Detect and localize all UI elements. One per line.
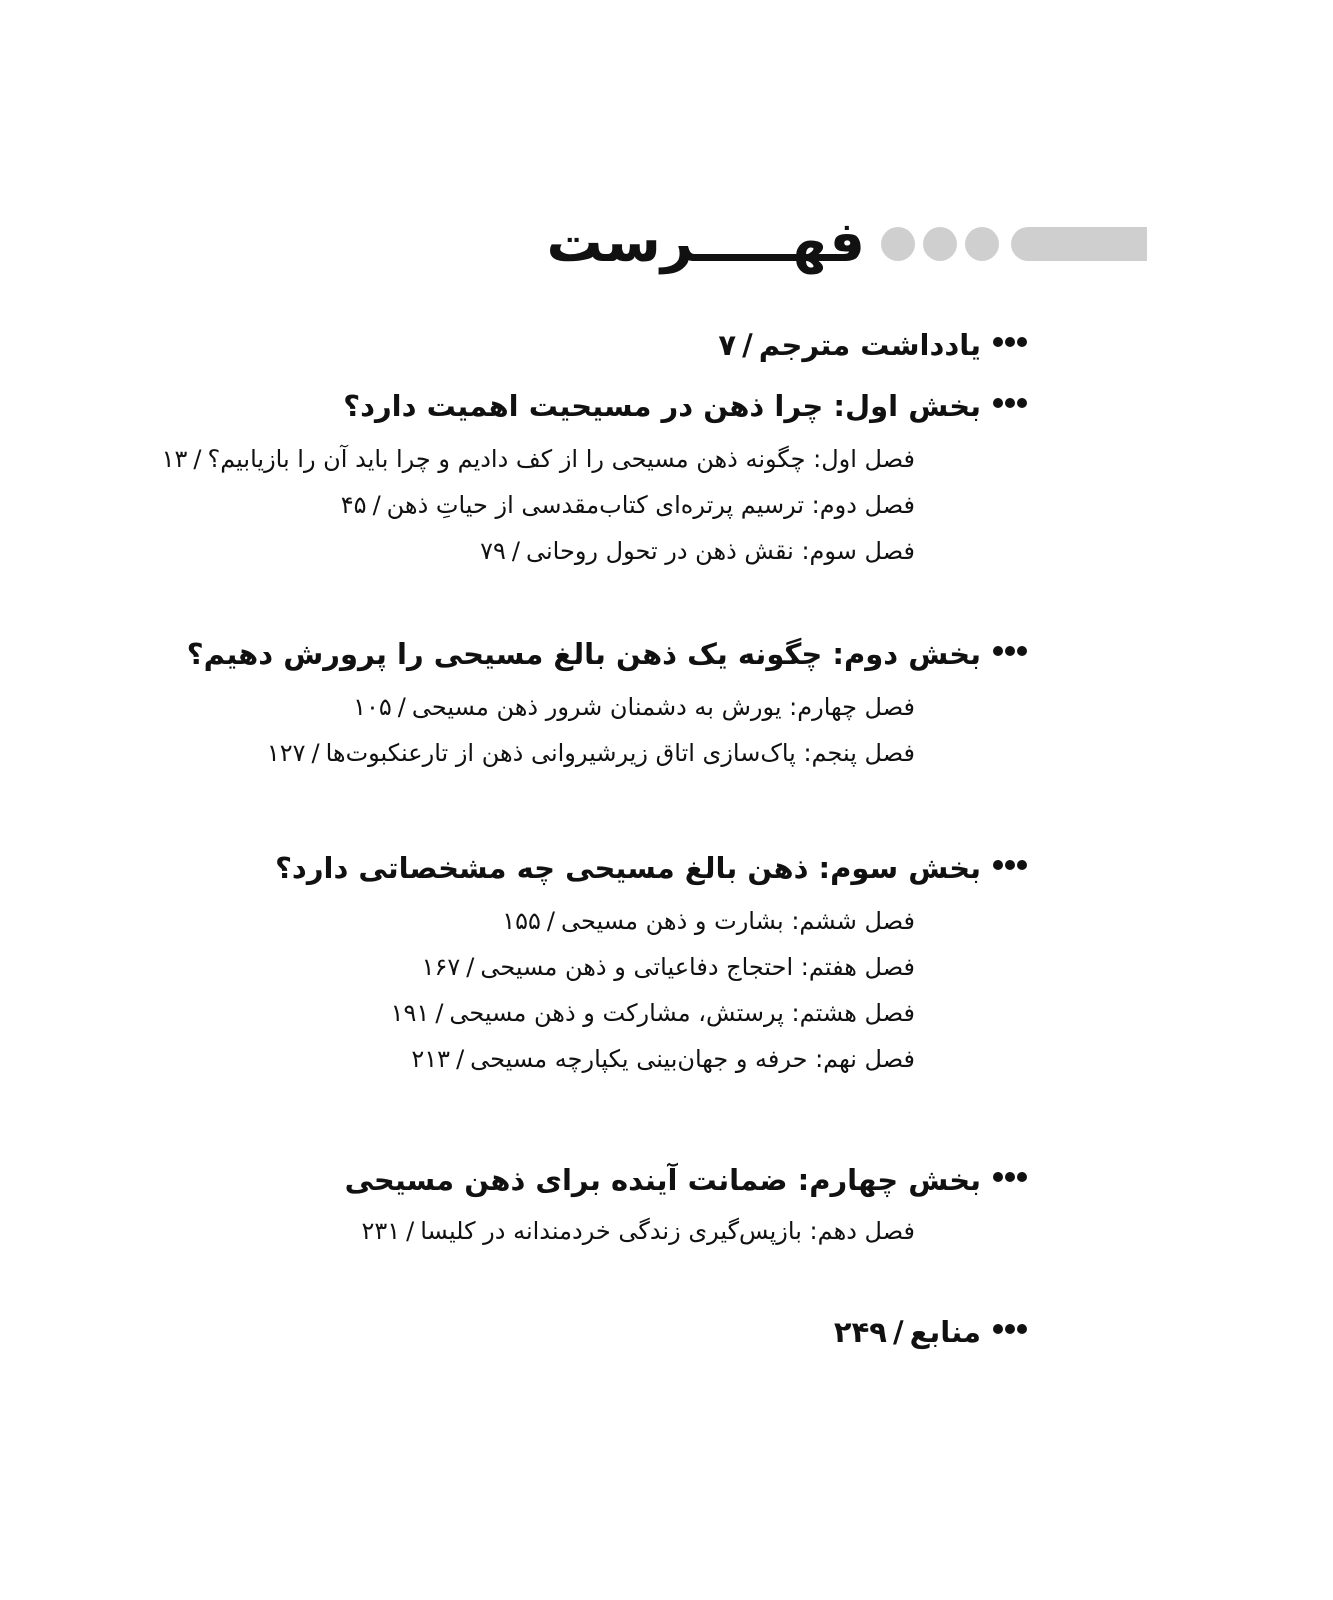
toc-part-entry [275, 848, 1027, 890]
page-number: ۲۱۳ [411, 1045, 451, 1073]
bullet-dots-icon [991, 1162, 1027, 1202]
page-separator: / [193, 445, 202, 473]
entry-label: منابع [909, 1315, 981, 1349]
page-number: ۱۶۷ [421, 953, 461, 981]
page-separator: / [397, 693, 406, 721]
bullet-dots-icon [991, 1314, 1027, 1354]
bullet-dots-icon [991, 388, 1027, 428]
toc-part-entry [187, 634, 1027, 676]
entry-label: فصل پنجم: پاک‌سازی اتاق زیرشیروانی ذهن از تارعنکبوت‌ها [325, 739, 915, 767]
toc-chapter-entry [480, 534, 915, 568]
toc-chapter-entry [162, 442, 915, 476]
entry-label: بخش سوم: ذهن بالغ مسیحی چه مشخصاتی دارد؟ [275, 851, 981, 885]
title-ornament-dot [923, 227, 957, 261]
toc-chapter-entry [422, 950, 915, 984]
bullet-dots-icon [991, 850, 1027, 890]
title-ornament-dot [965, 227, 999, 261]
entry-label: فصل دوم: ترسیم پرتره‌ای کتاب‌مقدسی از حیاتِ ذهن [386, 491, 915, 519]
page-number: ۱۹۱ [390, 999, 430, 1027]
entry-label: فصل چهارم: یورش به دشمنان شرور ذهن مسیحی [411, 693, 915, 721]
toc-chapter-entry [267, 736, 915, 770]
page-number: ۱۵۵ [502, 907, 541, 935]
page-number: ۷ [718, 328, 737, 362]
page-number: ۲۴۹ [833, 1315, 888, 1349]
entry-label: بخش دوم: چگونه یک ذهن بالغ مسیحی را پرورش دهیم؟ [186, 637, 981, 671]
entry-label: فصل هشتم: پرستش، مشارکت و ذهن مسیحی [449, 999, 915, 1027]
bullet-dots-icon [991, 636, 1027, 676]
page-separator: / [546, 907, 556, 935]
entry-label: فصل هفتم: احتجاج دفاعیاتی و ذهن مسیحی [480, 953, 915, 981]
entry-label: فصل ششم: بشارت و ذهن مسیحی [561, 907, 915, 935]
title-ornament-bar [1011, 227, 1147, 261]
bullet-dots-icon [991, 327, 1027, 367]
page-number: ۱۳ [161, 445, 188, 473]
toc-part-entry [718, 325, 1027, 367]
entry-label: بخش اول: چرا ذهن در مسیحیت اهمیت دارد؟ [343, 389, 981, 423]
toc-chapter-entry [502, 904, 915, 938]
page-number: ۲۳۱ [361, 1217, 401, 1245]
page-number: ۱۰۵ [353, 693, 392, 721]
page-separator: / [372, 491, 381, 519]
page-number: ۴۵ [340, 491, 367, 519]
toc-part-entry [345, 1160, 1027, 1202]
page-separator: / [511, 537, 520, 565]
entry-label: فصل سوم: نقش ذهن در تحول روحانی [525, 537, 915, 565]
entry-label: یادداشت مترجم [758, 328, 981, 362]
page-separator: / [893, 1315, 904, 1349]
title-ornament-dot [881, 227, 915, 261]
toc-chapter-entry [361, 1214, 915, 1248]
entry-label: فصل نهم: حرفه و جهان‌بینی یکپارچه مسیحی [470, 1045, 915, 1073]
toc-chapter-entry [391, 996, 915, 1030]
page-separator: / [435, 999, 444, 1027]
toc-part-entry [834, 1312, 1027, 1354]
page-separator: / [406, 1217, 415, 1245]
page-title: فهـــــرست [546, 210, 865, 275]
entry-label: بخش چهارم: ضمانت آینده برای ذهن مسیحی [344, 1163, 981, 1197]
entry-label: فصل دهم: بازپس‌گیری زندگی خردمندانه در کلیسا [420, 1217, 915, 1245]
page-separator: / [466, 953, 475, 981]
page-separator: / [456, 1045, 465, 1073]
toc-chapter-entry [353, 690, 915, 724]
toc-chapter-entry [341, 488, 915, 522]
toc-chapter-entry [411, 1042, 915, 1076]
entry-label: فصل اول: چگونه ذهن مسیحی را از کف دادیم و چرا باید آن را بازیابیم؟ [207, 445, 915, 473]
page-separator: / [311, 739, 320, 767]
toc-title-banner [546, 205, 1160, 295]
page-number: ۷۹ [480, 537, 506, 565]
page-number: ۱۲۷ [266, 739, 306, 767]
toc-part-entry [343, 386, 1027, 428]
page-separator: / [742, 328, 753, 362]
